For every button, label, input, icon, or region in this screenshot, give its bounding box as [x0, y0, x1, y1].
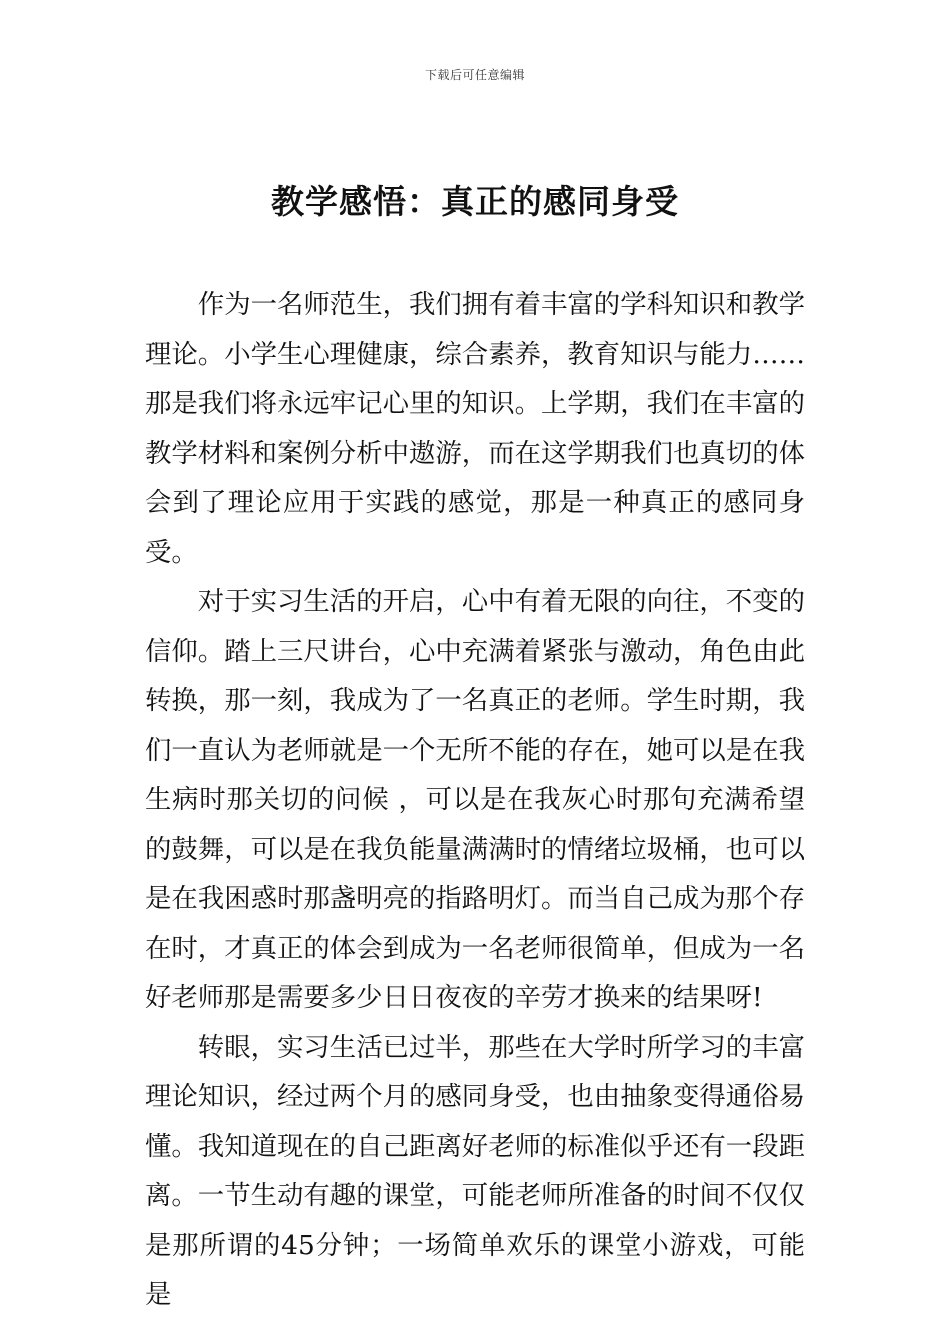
- document-title: 教学感悟：真正的感同身受: [271, 182, 679, 221]
- document-body: [145, 280, 805, 1320]
- paragraph: 转眼，实习生活已过半，那些在大学时所学习的丰富理论知识，经过两个月的感同身受，也由抽象变得通俗易懂。我知道现在的自己距离好老师的标准似乎还有一段距离。一节生动有趣的课堂，可能老师所准备的时间不仅仅是那所谓的45分钟；一场简单欢乐的课堂小游戏，可能是: [145, 1031, 805, 1310]
- paragraph: 作为一名师范生，我们拥有着丰富的学科知识和教学理论。小学生心理健康，综合素养，教育知识与能力……那是我们将永远牢记心里的知识。上学期，我们在丰富的教学材料和案例分析中遨游，而在这学期我们也真切的体会到了理论应用于实践的感觉，那是一种真正的感同身受。: [145, 289, 805, 568]
- paragraph: 对于实习生活的开启，心中有着无限的向往，不变的信仰。踏上三尺讲台，心中充满着紧张与激动，角色由此转换，那一刻，我成为了一名真正的老师。学生时期，我们一直认为老师就是一个无所不能的存在，她可以是在我生病时那关切的问候 ，可以是在我灰心时那句充满希望的鼓舞，可以是在我负能量满满时的情绪垃圾桶，也可以是在我困惑时那盏明亮的指路明灯。而当自己成为那个存在时，才真正的体会到成为一名老师很简单，但成为一名好老师那是需要多少日日夜夜的辛劳才换来的结果呀!: [145, 586, 805, 1013]
- header-note: 下载后可任意编辑: [424, 68, 525, 82]
